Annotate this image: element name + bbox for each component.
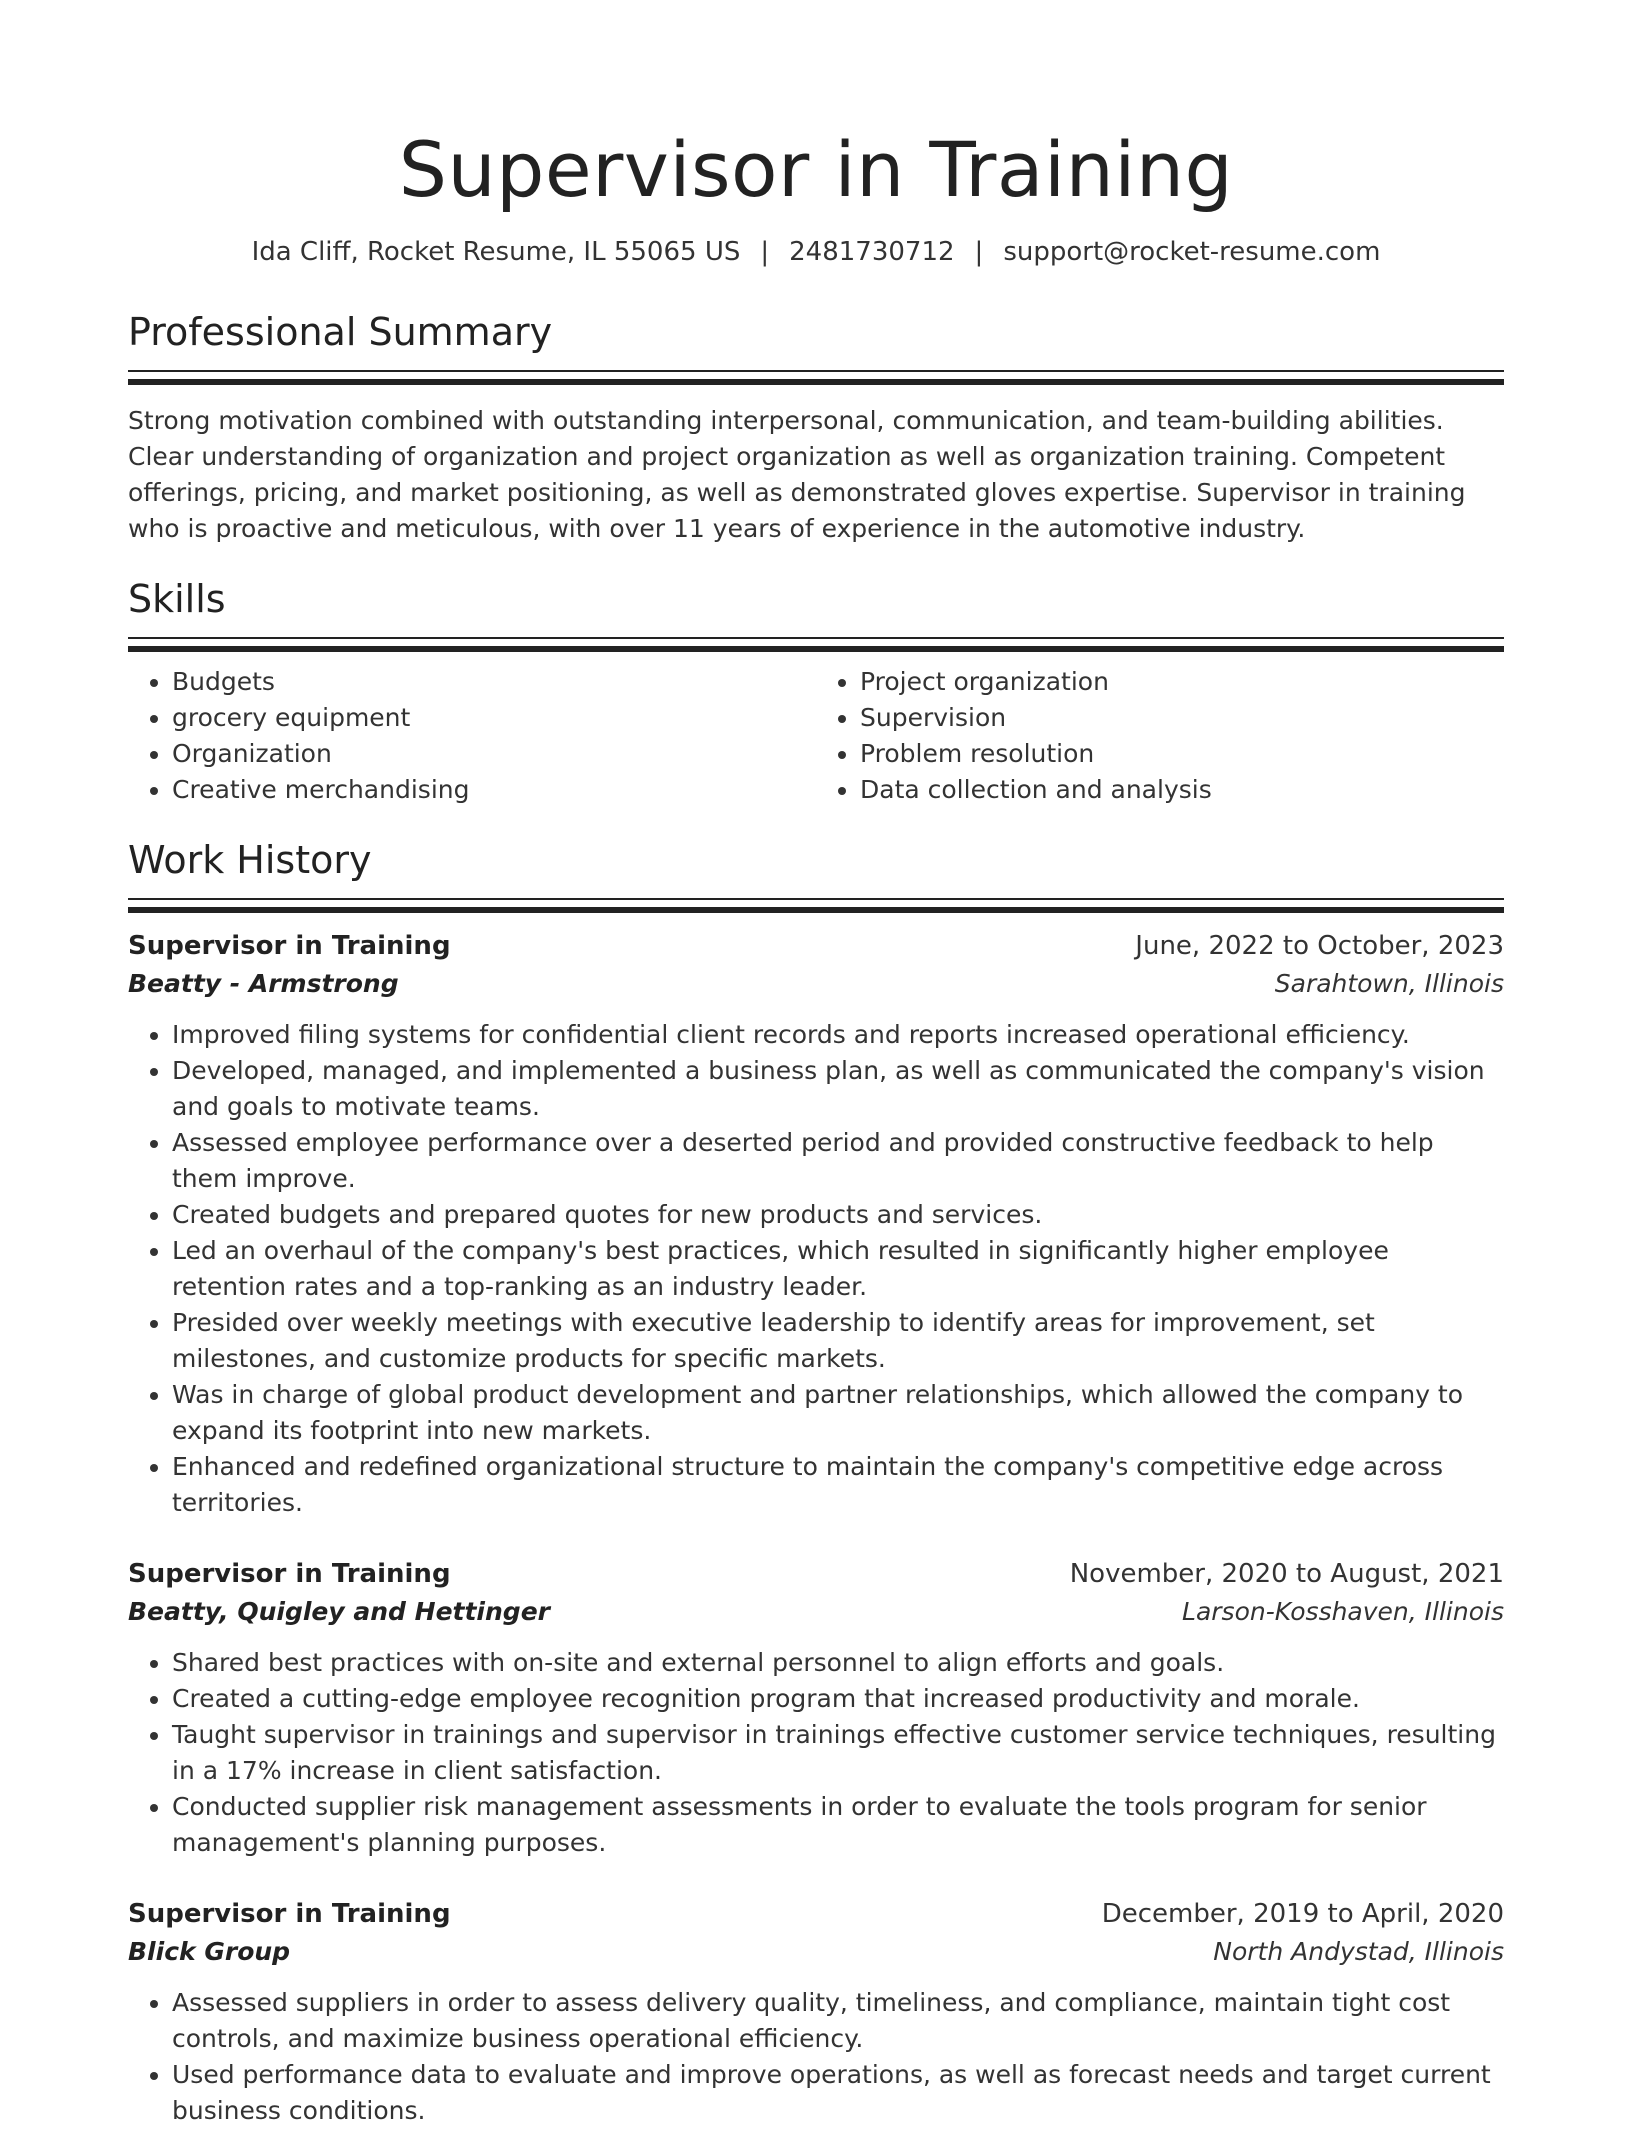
skills-heading: Skills — [128, 577, 226, 621]
job-company: Beatty, Quigley and Hettinger — [128, 1597, 550, 1626]
skill-item: • Supervision — [860, 700, 1504, 736]
job-dates: November, 2020 to August, 2021 — [1069, 1559, 1504, 1589]
job-subheader — [128, 965, 1504, 1003]
job-location: Sarahtown, Illinois — [1274, 969, 1504, 998]
job-title: Supervisor in Training — [128, 931, 451, 961]
job-location: Larson-Kosshaven, Illinois — [1182, 1597, 1504, 1626]
skill-item: • Organization — [172, 736, 816, 772]
job-header — [128, 1555, 1504, 1593]
contact-line — [128, 234, 1504, 270]
job-entry — [128, 1555, 1504, 1861]
job-bullet: • Shared best practices with on-site and external personnel to align efforts and goals. — [172, 1645, 1504, 1681]
job-bullet: • Used performance data to evaluate and improve operations, as well as forecast needs and target current business conditions. — [172, 2057, 1504, 2129]
section-divider — [128, 898, 1504, 911]
skill-item: • Creative merchandising — [172, 772, 816, 808]
job-bullet: • Conducted supplier risk management assessments in order to evaluate the tools program for senior management's planning purposes. — [172, 1789, 1504, 1861]
skill-item: • Problem resolution — [860, 736, 1504, 772]
skill-item: • grocery equipment — [172, 700, 816, 736]
job-bullet: • Improved filing systems for confidential client records and reports increased operational efficiency. — [172, 1017, 1504, 1053]
job-bullet: • Created a cutting-edge employee recognition program that increased productivity and morale. — [172, 1681, 1504, 1717]
job-bullet: • Was in charge of global product development and partner relationships, which allowed the company to expand its footprint into new markets. — [172, 1377, 1504, 1449]
job-entry — [128, 1895, 1504, 2129]
job-bullet: • Assessed suppliers in order to assess delivery quality, timeliness, and compliance, maintain tight cost controls, and maximize business operational efficiency. — [172, 1985, 1504, 2057]
section-divider — [128, 637, 1504, 650]
skill-item: • Project organization — [860, 664, 1504, 700]
skill-item: • Data collection and analysis — [860, 772, 1504, 808]
skills-column-right — [816, 664, 1504, 808]
work-history-section — [128, 836, 1504, 2129]
summary-heading: Professional Summary — [128, 310, 553, 354]
job-header — [128, 1895, 1504, 1933]
job-company: Beatty - Armstrong — [128, 969, 399, 998]
job-bullet: • Created budgets and prepared quotes for new products and services. — [172, 1197, 1504, 1233]
job-subheader — [128, 1933, 1504, 1971]
skills-column-left — [128, 664, 816, 808]
job-bullet: • Presided over weekly meetings with executive leadership to identify areas for improvement, set milestones, and customize products for specific markets. — [172, 1305, 1504, 1377]
job-bullets — [128, 1985, 1504, 2129]
summary-section — [128, 308, 1504, 547]
job-bullet: • Developed, managed, and implemented a business plan, as well as communicated the company's vision and goals to motivate teams. — [172, 1053, 1504, 1125]
job-title: Supervisor in Training — [128, 1899, 451, 1929]
skill-item: • Budgets — [172, 664, 816, 700]
job-dates: December, 2019 to April, 2020 — [1101, 1899, 1504, 1929]
job-subheader — [128, 1593, 1504, 1631]
section-divider — [128, 370, 1504, 383]
job-location: North Andystad, Illinois — [1213, 1937, 1504, 1966]
job-bullet: • Enhanced and redefined organizational structure to maintain the company's competitive edge across territories. — [172, 1449, 1504, 1521]
work-history-heading: Work History — [128, 838, 372, 882]
job-title: Supervisor in Training — [128, 1559, 451, 1589]
job-bullet: • Led an overhaul of the company's best practices, which resulted in significantly higher employee retention rates and a top-ranking as an industry leader. — [172, 1233, 1504, 1305]
contact-address: Ida Cliff, Rocket Resume, IL 55065 US — [251, 237, 741, 267]
job-dates: June, 2022 to October, 2023 — [1135, 931, 1504, 961]
contact-separator: | — [974, 237, 984, 267]
resume-page — [128, 0, 1504, 2129]
skills-section — [128, 575, 1504, 808]
job-bullet: • Taught supervisor in trainings and supervisor in trainings effective customer service techniques, resulting in a 17% increase in client satisfaction. — [172, 1717, 1504, 1789]
contact-phone: 2481730712 — [789, 237, 955, 267]
job-bullet: • Assessed employee performance over a deserted period and provided constructive feedback to help them improve. — [172, 1125, 1504, 1197]
summary-text: Strong motivation combined with outstanding interpersonal, communication, and team-building abilities. Clear understanding of organization and project organization as well as organization training. Competent offerings, pricing, and market positioning, as well as demonstrated gloves expertise. Supervisor in training who is proactive and meticulous, with over 11 years of experience in the automotive industry. — [128, 406, 1466, 543]
job-header — [128, 927, 1504, 965]
resume-title: Supervisor in Training — [398, 125, 1234, 214]
job-company: Blick Group — [128, 1937, 291, 1966]
contact-separator: | — [760, 237, 770, 267]
contact-email: support@rocket-resume.com — [1003, 237, 1381, 267]
skills-grid — [128, 664, 1504, 808]
job-bullets — [128, 1017, 1504, 1521]
job-bullets — [128, 1645, 1504, 1861]
job-entry — [128, 927, 1504, 1521]
